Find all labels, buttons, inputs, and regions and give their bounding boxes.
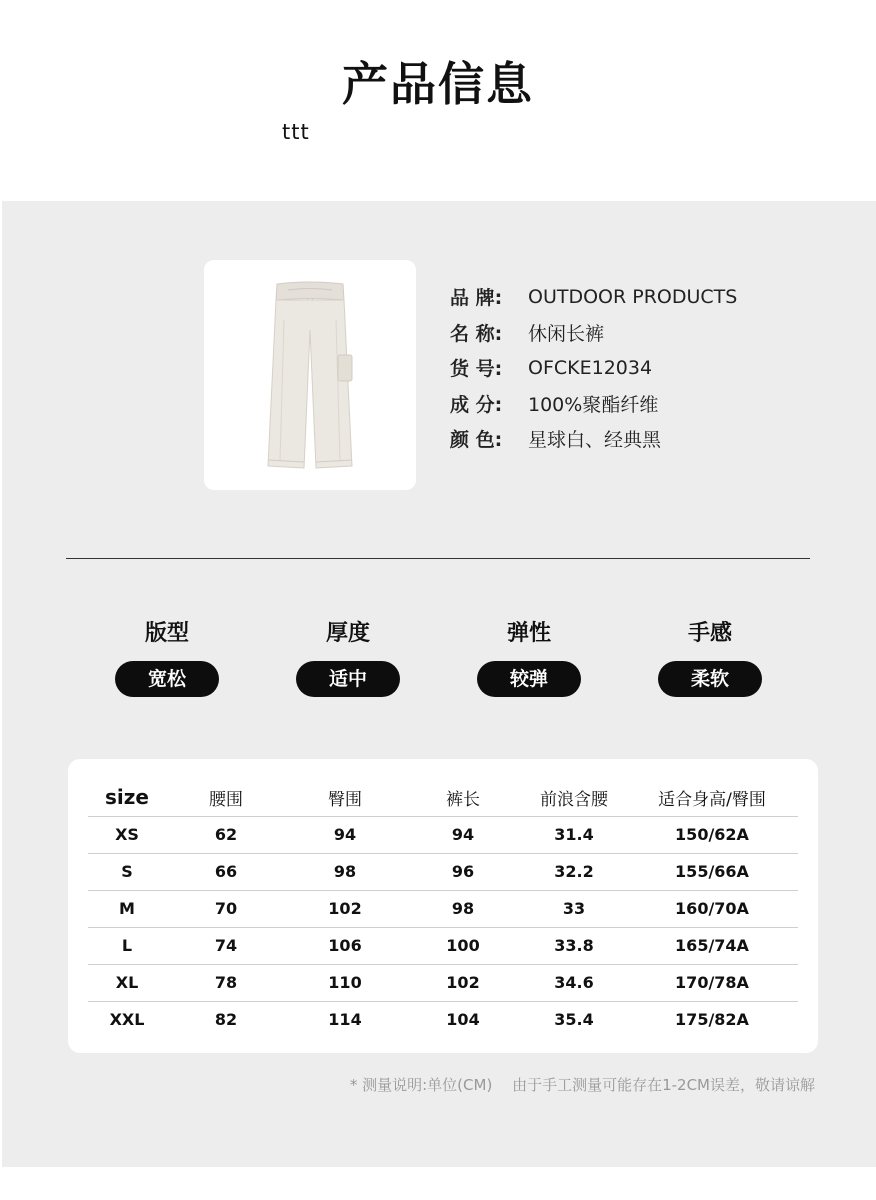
info-value: 休闲长裤 <box>528 322 605 345</box>
table-row <box>88 890 798 927</box>
table-row <box>88 927 798 964</box>
attribute-label: 手感 <box>687 621 732 646</box>
info-value: 星球白、经典黑 <box>528 429 662 452</box>
table-cell: 96 <box>404 853 522 890</box>
table-row <box>88 964 798 1001</box>
table-cell: 98 <box>286 853 404 890</box>
product-image-card <box>204 260 416 490</box>
table-cell: 34.6 <box>522 964 626 1001</box>
table-cell: XS <box>88 816 166 853</box>
table-row <box>88 816 798 853</box>
table-cell: 175/82A <box>675 1010 749 1030</box>
attribute-badge: 柔软 <box>658 661 762 697</box>
attribute-thickness <box>293 619 403 697</box>
attribute-elasticity <box>474 619 584 697</box>
table-cell: XXL <box>109 1010 145 1030</box>
stray-text: ttt <box>282 120 310 144</box>
table-cell: 66 <box>166 853 286 890</box>
table-cell: 74 <box>166 927 286 964</box>
table-cell: 98 <box>404 890 522 927</box>
table-cell: XL <box>88 964 166 1001</box>
attribute-fit <box>112 619 222 697</box>
table-row <box>88 1001 798 1038</box>
table-cell: 160/70A <box>626 890 798 927</box>
table-cell: 104 <box>446 1010 480 1030</box>
table-header: 裤长 <box>404 779 522 816</box>
table-cell: 35.4 <box>554 1010 594 1030</box>
pants-image <box>204 260 416 490</box>
table-header: 腰围 <box>166 779 286 816</box>
info-key: 名 称: <box>450 322 503 345</box>
table-cell: 170/78A <box>626 964 798 1001</box>
attribute-badge: 较弹 <box>477 661 581 697</box>
table-header: 臀围 <box>286 779 404 816</box>
product-info <box>450 279 737 457</box>
table-cell: 102 <box>286 890 404 927</box>
size-table-card <box>68 759 818 1053</box>
table-cell: 106 <box>286 927 404 964</box>
info-key: 货 号: <box>450 358 503 381</box>
table-cell: 110 <box>286 964 404 1001</box>
table-cell: M <box>88 890 166 927</box>
info-name <box>450 315 737 351</box>
section-divider <box>66 558 810 559</box>
table-cell: 114 <box>328 1010 362 1030</box>
attribute-badge: 适中 <box>296 661 400 697</box>
size-table <box>88 779 798 1038</box>
table-cell: 82 <box>214 1010 238 1030</box>
info-key: 颜 色: <box>450 429 503 452</box>
table-cell: 94 <box>404 816 522 853</box>
content-panel <box>2 201 876 1167</box>
table-cell: S <box>88 853 166 890</box>
table-cell: 33 <box>522 890 626 927</box>
table-cell: 102 <box>404 964 522 1001</box>
info-key: 品 牌: <box>450 287 503 310</box>
attribute-label: 厚度 <box>325 621 370 646</box>
info-key: 成 分: <box>450 393 503 416</box>
table-cell: 33.8 <box>522 927 626 964</box>
measurement-note: * 测量说明:单位(CM) 由于手工测量可能存在1-2CM误差，敬请谅解 <box>349 1076 815 1094</box>
table-row <box>88 853 798 890</box>
info-color <box>450 421 737 457</box>
info-value: OFCKE12034 <box>528 356 653 379</box>
table-cell: 32.2 <box>522 853 626 890</box>
table-cell: 165/74A <box>626 927 798 964</box>
table-cell: 94 <box>286 816 404 853</box>
table-cell: L <box>88 927 166 964</box>
table-header: size <box>88 779 166 816</box>
page-title: 产品信息 <box>342 57 534 111</box>
info-sku <box>450 350 737 386</box>
table-header-row <box>88 779 798 816</box>
info-value: 100%聚酯纤维 <box>528 393 659 416</box>
info-value: OUTDOOR PRODUCTS <box>528 285 738 308</box>
info-material <box>450 386 737 422</box>
attribute-label: 版型 <box>144 621 189 646</box>
table-cell: 150/62A <box>626 816 798 853</box>
table-cell: 62 <box>166 816 286 853</box>
table-header: 适合身高/臀围 <box>626 779 798 816</box>
table-cell: 78 <box>166 964 286 1001</box>
table-cell: 100 <box>404 927 522 964</box>
table-cell: 31.4 <box>522 816 626 853</box>
attribute-feel <box>655 619 765 697</box>
table-cell: 70 <box>166 890 286 927</box>
info-brand <box>450 279 737 315</box>
attribute-label: 弹性 <box>506 621 551 646</box>
table-cell: 155/66A <box>626 853 798 890</box>
table-header: 前浪含腰 <box>522 779 626 816</box>
attribute-badge: 宽松 <box>115 661 219 697</box>
